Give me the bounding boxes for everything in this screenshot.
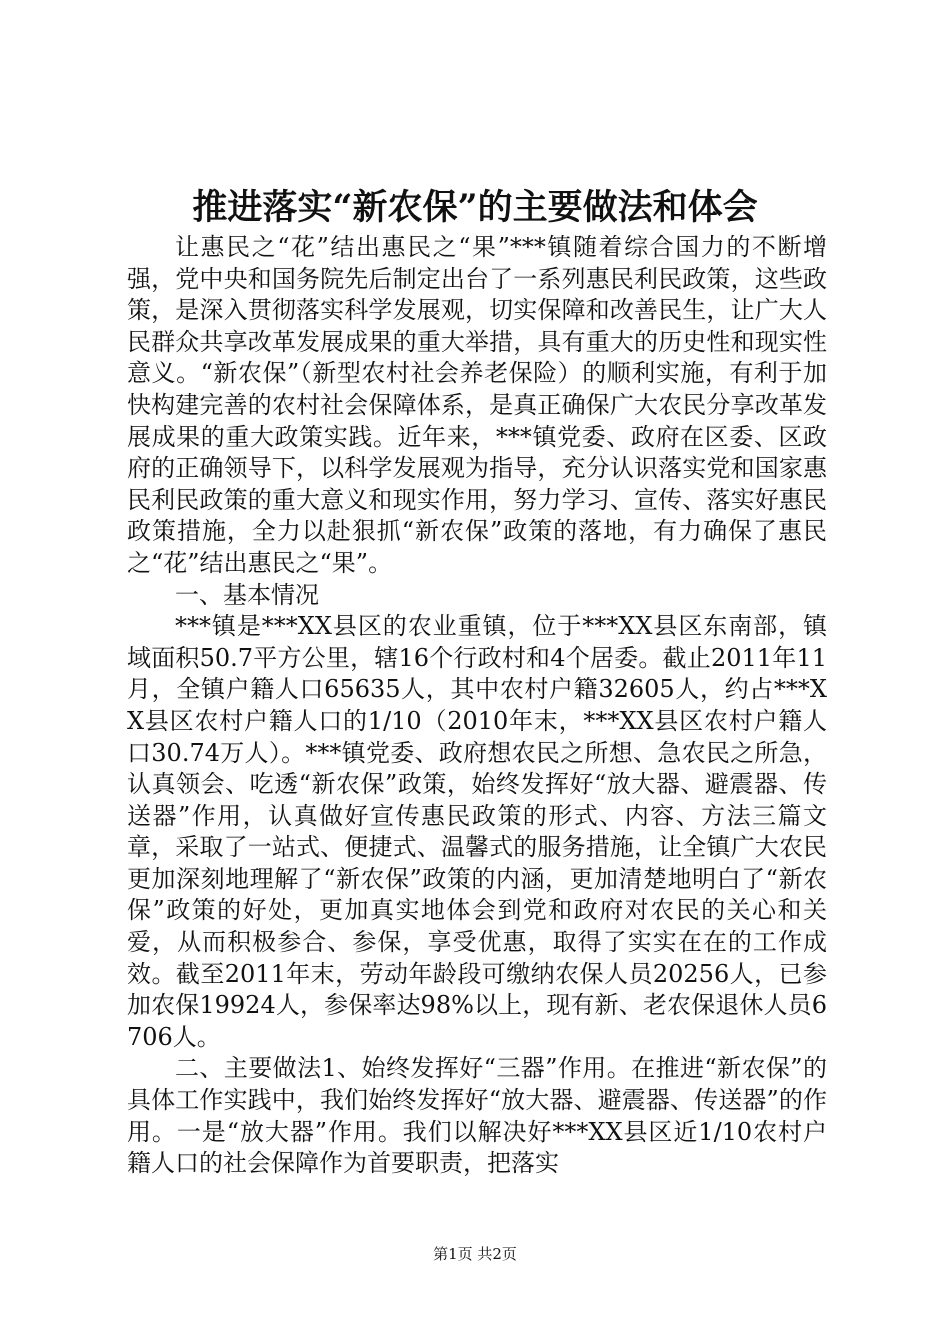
page-footer: 第1页 共2页	[433, 1245, 517, 1263]
document-body	[127, 232, 827, 1180]
paragraph-basic-situation: ***镇是***XX县区的农业重镇，位于***XX县区东南部，镇域面积50.7平方公里，辖16个行政村和4个居委。截止2011年11月，全镇户籍人口65635人，其中农村户籍32605人，约占***XX县区农村户籍人口的1/10（2010年末，***XX县区农村户籍人口30.74万人）。***镇党委、政府想农民之所想、急农民之所急，认真领会、吃透“新农保”政策，始终发挥好“放大器、避震器、传送器”作用，认真做好宣传惠民政策的形式、内容、方法三篇文章，采取了一站式、便捷式、温馨式的服务措施，让全镇广大农民更加深刻地理解了“新农保”政策的内涵，更加清楚地明白了“新农保”政策的好处，更加真实地体会到党和政府对农民的关心和关爱，从而积极参合、参保，享受优惠，取得了实实在在的工作成效。截至2011年末，劳动年龄段可缴纳农保人员20256人，已参加农保19924人，参保率达98%以上，现有新、老农保退休人员6706人。	[127, 612, 827, 1051]
paragraph-intro: 让惠民之“花”结出惠民之“果”***镇随着综合国力的不断增强，党中央和国务院先后制定出台了一系列惠民利民政策，这些政策，是深入贯彻落实科学发展观，切实保障和改善民生，让广大人民群众共享改革发展成果的重大举措，具有重大的历史性和现实性意义。“新农保”（新型农村社会养老保险）的顺利实施，有利于加快构建完善的农村社会保障体系，是真正确保广大农民分享改革发展成果的重大政策实践。近年来，***镇党委、政府在区委、区政府的正确领导下，以科学发展观为指导，充分认识落实党和国家惠民利民政策的重大意义和现实作用，努力学习、宣传、落实好惠民政策措施，全力以赴狠抓“新农保”政策的落地，有力确保了惠民之“花”结出惠民之“果”。	[127, 233, 827, 577]
paragraph-main-practices: 二、主要做法1、始终发挥好“三器”作用。在推进“新农保”的具体工作实践中，我们始终发挥好“放大器、避震器、传送器”的作用。一是“放大器”作用。我们以解决好***XX县区近1/10农村户籍人口的社会保障作为首要职责，把落实	[127, 1054, 827, 1178]
document-title: 推进落实“新农保”的主要做法和体会	[192, 187, 758, 228]
section-heading-basic-situation: 一、基本情况	[175, 580, 319, 609]
